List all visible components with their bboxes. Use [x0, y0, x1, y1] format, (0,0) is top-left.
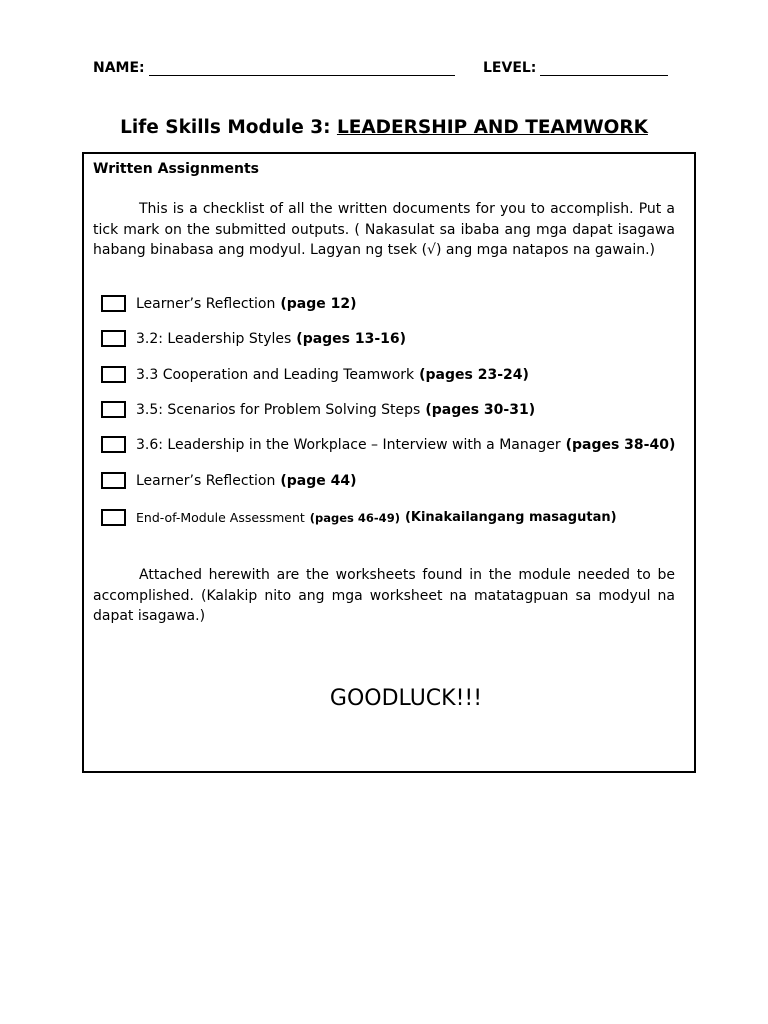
checklist-item-note: (Kinakailangang masagutan) [404, 510, 617, 525]
checklist-item [101, 295, 357, 312]
closing-message: GOODLUCK!!! [329, 686, 483, 711]
section-heading: Written Assignments [93, 161, 259, 177]
checklist-item-pages: (pages 46-49) [309, 510, 400, 525]
checklist-item-pages: (page 44) [280, 472, 357, 489]
checklist-item [101, 330, 406, 347]
checklist-item-pages: (pages 38-40) [565, 436, 676, 453]
checklist-item-label: 3.2: Leadership Styles [136, 330, 292, 347]
checkbox[interactable] [101, 401, 126, 418]
checkbox[interactable] [101, 330, 126, 347]
intro-paragraph: This is a checklist of all the written documents for you to accomplish. Put a tick mark on the submitted outputs. ( Nakasulat sa ibaba ang mga dapat isagawa habang binabasa ang modyul. Lagyan ng tsek (√) ang mga natapos na gawain.) [93, 201, 675, 258]
checkbox[interactable] [101, 436, 126, 453]
checkbox[interactable] [101, 366, 126, 383]
checklist-item-label: 3.6: Leadership in the Workplace – Interview with a Manager [136, 436, 561, 453]
attached-paragraph: Attached herewith are the worksheets found in the module needed to be accomplished. (Kalakip nito ang mga worksheet na matatagpuan sa modyul na dapat isagawa.) [93, 567, 675, 624]
checklist-item-label: 3.5: Scenarios for Problem Solving Steps [136, 401, 421, 418]
checklist-item-pages: (page 12) [280, 295, 357, 312]
checklist-item [101, 472, 357, 489]
name-blank-line[interactable] [149, 61, 455, 76]
name-label: NAME: [93, 60, 145, 76]
checkbox[interactable] [101, 295, 126, 312]
level-field[interactable] [483, 60, 668, 76]
checklist-item-pages: (pages 13-16) [296, 330, 407, 347]
checklist-item-label: Learner’s Reflection [136, 472, 276, 489]
checklist-item [101, 509, 617, 526]
checklist-item [101, 436, 675, 453]
checklist-item [101, 366, 529, 383]
checkbox[interactable] [101, 509, 126, 526]
checkbox[interactable] [101, 472, 126, 489]
student-info-row [93, 60, 693, 82]
checklist-item [101, 401, 535, 418]
module-title-topic: LEADERSHIP AND TEAMWORK [336, 117, 648, 138]
checklist-item-label: Learner’s Reflection [136, 295, 276, 312]
checklist-item-pages: (pages 30-31) [425, 401, 536, 418]
name-field[interactable] [93, 60, 455, 76]
checklist-item-label: 3.3 Cooperation and Leading Teamwork [136, 366, 415, 383]
module-title-prefix: Life Skills Module 3: [120, 117, 331, 138]
checklist-item-label: End-of-Module Assessment [136, 510, 305, 525]
level-blank-line[interactable] [540, 61, 668, 76]
level-label: LEVEL: [483, 60, 537, 76]
module-title [0, 117, 768, 138]
checklist-item-pages: (pages 23-24) [419, 366, 529, 383]
